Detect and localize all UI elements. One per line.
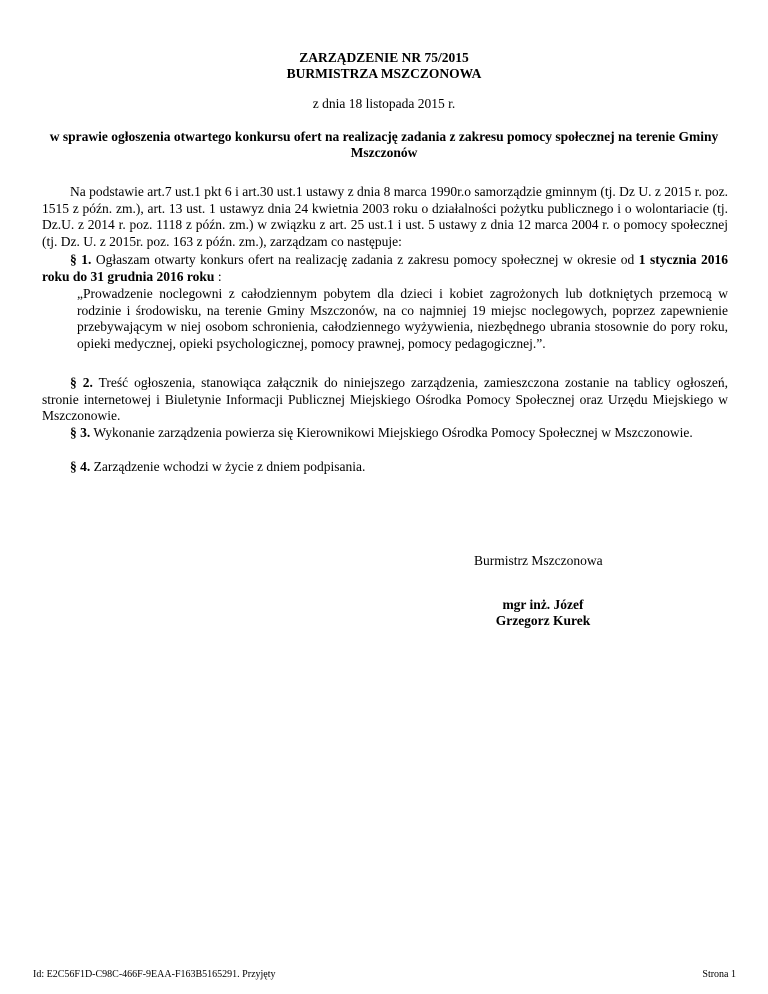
paragraph-2-text: Treść ogłoszenia, stanowiąca załącznik do niniejszego zarządzenia, zamieszczona zostanie na tablicy ogłoszeń, stronie internetowej i Biuletynie Informacji Publicznej Miejskiego Ośrodka Pomocy Społecznej oraz Urzędu Miejskiego w Mszczonowie. [42,375,728,424]
document-subject: w sprawie ogłoszenia otwartego konkursu ofert na realizację zadania z zakresu pomocy społecznej na terenie Gminy Mszczonów [49,129,719,160]
paragraph-1 [42,252,728,285]
paragraph-4 [42,459,728,476]
title-line-2: BURMISTRZA MSZCZONOWA [286,66,482,81]
task-quote: „Prowadzenie noclegowni z całodziennym pobytem dla dzieci i kobiet zagrożonych lub dotkniętych przemocą w rodzinie i środowisku, na terenie Gminy Mszczonów, na co najmniej 19 miejsc noclegowych, poprzez zapewnienie przebywającym w niej osobom schronienia, całodziennego wyżywienia, niezbędnego ubrania stosownie do pory roku, opieki medycznej, opieki psychologicznej, pomocy prawnej, pomocy pedagogicznej.”. [77,286,728,351]
paragraph-4-text: Zarządzenie wchodzi w życie z dniem podpisania. [90,459,366,474]
title-line-1: ZARZĄDZENIE NR 75/2015 [299,50,469,65]
paragraph-3 [42,425,728,442]
signatory-title: Burmistrz Mszczonowa [474,553,603,568]
document-date: z dnia 18 listopada 2015 r. [312,96,456,111]
document-id-footer: Id: E2C56F1D-C98C-466F-9EAA-F163B5165291. Przyjęty [33,969,276,980]
paragraph-2 [42,375,728,425]
page-number-footer: Strona 1 [702,969,736,980]
paragraph-1-text: Ogłaszam otwarty konkurs ofert na realizację zadania z zakresu pomocy społecznej w okresie od [91,252,639,267]
document-title [0,50,768,82]
signatory-name: mgr inż. Józef Grzegorz Kurek [495,597,591,628]
paragraph-1-period: 1 stycznia 2016 roku do 31 grudnia 2016 roku [42,252,729,284]
paragraph-3-mark: § 3. [70,425,91,440]
paragraph-2-mark: § 2. [70,375,93,390]
legal-basis-paragraph: Na podstawie art.7 ust.1 pkt 6 i art.30 ust.1 ustawy z dnia 8 marca 1990r.o samorządzie gminnym (tj. Dz U. z 2015 r. poz. 1515 z późn. zm.), art. 13 ust. 1 ustawyz dnia 24 kwietnia 2003 roku o działalności pożytku publicznego i o wolontariacie (tj. Dz.U. z 2014 r. poz. 1118 z późn. zm.) w związku z art. 25 ust.1 i ust. 5 ustawy z dnia 12 marca 2004 r. o pomocy społecznej (tj. Dz. U. z 2015r. poz. 163 z późn. zm.), zarządzam co następuje: [42,184,728,249]
paragraph-3-text: Wykonanie zarządzenia powierza się Kierownikowi Miejskiego Ośrodka Pomocy Społecznej w Mszczonowie. [90,425,693,440]
paragraph-4-mark: § 4. [70,459,91,474]
paragraph-1-tail: : [214,268,222,284]
paragraph-1-mark: § 1. [70,252,92,267]
